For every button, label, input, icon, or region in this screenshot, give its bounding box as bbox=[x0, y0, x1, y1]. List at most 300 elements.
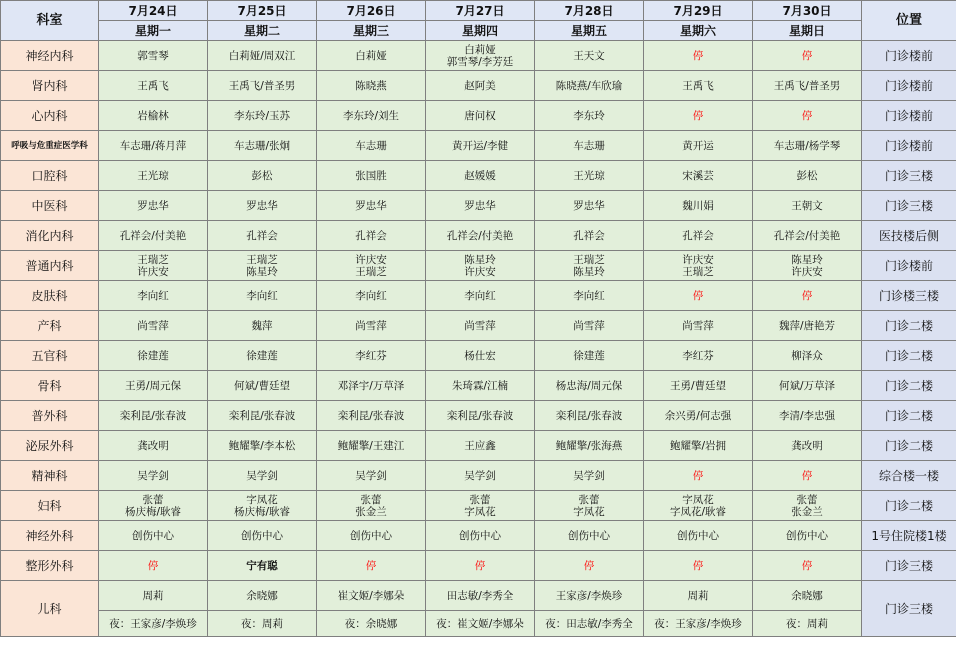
doctor-name: 彭松 bbox=[796, 169, 818, 182]
table-row bbox=[1, 581, 956, 611]
dept-name: 儿科 bbox=[1, 581, 99, 637]
location-cell: 医技楼后侧 bbox=[862, 221, 956, 251]
doctor-name: 王光琼 bbox=[137, 169, 169, 182]
schedule-cell bbox=[317, 401, 426, 431]
doctor-name: 李东玲 bbox=[573, 109, 605, 122]
schedule-cell bbox=[535, 281, 644, 311]
schedule-cell bbox=[317, 491, 426, 521]
date-header: 7月29日 bbox=[644, 1, 753, 21]
schedule-cell bbox=[644, 371, 753, 401]
location-cell: 门诊楼前 bbox=[862, 101, 956, 131]
doctor-name: 王禹飞/普圣男 bbox=[773, 79, 841, 92]
doctor-name: 龚改明 bbox=[137, 439, 169, 452]
doctor-name: 吴学剑 bbox=[246, 469, 278, 482]
dept-name: 泌尿外科 bbox=[1, 431, 99, 461]
table-row bbox=[1, 521, 956, 551]
dept-name: 妇科 bbox=[1, 491, 99, 521]
table-row bbox=[1, 161, 956, 191]
location-cell: 门诊三楼 bbox=[862, 581, 956, 637]
dept-name: 五官科 bbox=[1, 341, 99, 371]
schedule-cell bbox=[753, 311, 862, 341]
stop-mark: 停 bbox=[147, 559, 159, 572]
schedule-cell bbox=[99, 41, 208, 71]
schedule-cell bbox=[753, 401, 862, 431]
schedule-cell bbox=[644, 161, 753, 191]
doctor-name: 李向红 bbox=[137, 289, 169, 302]
schedule-cell bbox=[317, 521, 426, 551]
doctor-name: 创伤中心 bbox=[241, 529, 283, 542]
schedule-cell bbox=[317, 71, 426, 101]
doctor-name: 杨仕宏 bbox=[464, 349, 496, 362]
schedule-cell bbox=[208, 161, 317, 191]
doctor-name: 陈星玲 bbox=[246, 265, 278, 278]
schedule-cell bbox=[753, 551, 862, 581]
stop-mark: 停 bbox=[692, 469, 704, 482]
weekday-header: 星期一 bbox=[99, 21, 208, 41]
schedule-cell bbox=[753, 491, 862, 521]
schedule-cell bbox=[535, 551, 644, 581]
schedule-cell bbox=[644, 251, 753, 281]
schedule-cell bbox=[208, 371, 317, 401]
doctor-name: 黄开运/李健 bbox=[451, 139, 509, 152]
table-row bbox=[1, 221, 956, 251]
doctor-name: 王瑞芝 bbox=[137, 253, 169, 266]
schedule-cell bbox=[644, 41, 753, 71]
schedule-cell bbox=[208, 551, 317, 581]
schedule-cell bbox=[753, 461, 862, 491]
schedule-cell bbox=[99, 461, 208, 491]
table-row bbox=[1, 371, 956, 401]
doctor-name: 王瑞芝 bbox=[355, 265, 387, 278]
schedule-cell: 田志敏/李秀全 bbox=[426, 581, 535, 611]
schedule-cell bbox=[317, 101, 426, 131]
schedule-cell bbox=[644, 521, 753, 551]
schedule-cell bbox=[535, 461, 644, 491]
schedule-cell bbox=[644, 491, 753, 521]
doctor-name: 孔祥会/付美艳 bbox=[119, 229, 187, 242]
table-row bbox=[1, 41, 956, 71]
stop-mark: 停 bbox=[801, 109, 813, 122]
schedule-cell bbox=[753, 281, 862, 311]
doctor-name: 李向红 bbox=[355, 289, 387, 302]
table-row bbox=[1, 101, 956, 131]
date-header: 7月27日 bbox=[426, 1, 535, 21]
doctor-name: 李向红 bbox=[246, 289, 278, 302]
doctor-name: 许庆安 bbox=[464, 265, 496, 278]
schedule-cell bbox=[99, 521, 208, 551]
doctor-name: 陈星玲 bbox=[573, 265, 605, 278]
doctor-name: 郭雪琴/李芳廷 bbox=[446, 55, 514, 68]
doctor-name: 罗忠华 bbox=[355, 199, 387, 212]
schedule-cell bbox=[535, 131, 644, 161]
doctor-name: 魏萍/唐艳芳 bbox=[778, 319, 836, 332]
location-header: 位置 bbox=[862, 1, 956, 41]
doctor-name: 车志珊/蒋月萍 bbox=[119, 139, 187, 152]
schedule-cell bbox=[317, 281, 426, 311]
schedule-cell bbox=[753, 101, 862, 131]
doctor-name: 徐建莲 bbox=[246, 349, 278, 362]
dept-name: 神经外科 bbox=[1, 521, 99, 551]
schedule-cell: 周莉 bbox=[644, 581, 753, 611]
doctor-name: 杨庆梅/耿睿 bbox=[233, 505, 291, 518]
doctor-name: 创伤中心 bbox=[786, 529, 828, 542]
dept-name: 口腔科 bbox=[1, 161, 99, 191]
schedule-cell bbox=[208, 41, 317, 71]
night-shift-cell: 夜：崔文姬/李娜朵 bbox=[426, 611, 535, 637]
table-row bbox=[1, 251, 956, 281]
table-row bbox=[1, 491, 956, 521]
doctor-name: 陈星玲 bbox=[464, 253, 496, 266]
schedule-cell bbox=[426, 461, 535, 491]
doctor-name: 龚改明 bbox=[791, 439, 823, 452]
schedule-cell bbox=[426, 191, 535, 221]
schedule-cell bbox=[208, 401, 317, 431]
dept-name: 普外科 bbox=[1, 401, 99, 431]
doctor-name: 杨庆梅/耿睿 bbox=[124, 505, 182, 518]
schedule-cell bbox=[426, 551, 535, 581]
doctor-name: 王瑞芝 bbox=[246, 253, 278, 266]
stop-mark: 停 bbox=[692, 49, 704, 62]
doctor-name: 王禹飞 bbox=[682, 79, 714, 92]
schedule-cell bbox=[426, 521, 535, 551]
doctor-name: 王光琼 bbox=[573, 169, 605, 182]
schedule-cell bbox=[426, 251, 535, 281]
doctor-name: 罗忠华 bbox=[464, 199, 496, 212]
schedule-cell bbox=[535, 401, 644, 431]
location-cell: 门诊楼前 bbox=[862, 41, 956, 71]
table-row bbox=[1, 341, 956, 371]
schedule-cell bbox=[317, 221, 426, 251]
doctor-name: 创伤中心 bbox=[459, 529, 501, 542]
doctor-name: 柳泽众 bbox=[791, 349, 823, 362]
schedule-cell bbox=[99, 371, 208, 401]
doctor-name: 许庆安 bbox=[791, 265, 823, 278]
weekday-header: 星期二 bbox=[208, 21, 317, 41]
doctor-name: 鲍耀擎/张海燕 bbox=[555, 439, 623, 452]
doctor-name: 创伤中心 bbox=[132, 529, 174, 542]
doctor-name: 车志珊 bbox=[355, 139, 387, 152]
night-shift-cell: 夜：余晓娜 bbox=[317, 611, 426, 637]
weekday-header: 星期三 bbox=[317, 21, 426, 41]
stop-mark: 停 bbox=[801, 289, 813, 302]
schedule-cell bbox=[535, 251, 644, 281]
doctor-name: 宁有聪 bbox=[246, 559, 278, 572]
schedule-cell: 余晓娜 bbox=[753, 581, 862, 611]
doctor-name: 白莉娅 bbox=[355, 49, 387, 62]
schedule-cell bbox=[753, 431, 862, 461]
doctor-name: 白莉娅/周双江 bbox=[228, 49, 296, 62]
schedule-cell bbox=[99, 431, 208, 461]
schedule-cell bbox=[644, 461, 753, 491]
schedule-cell bbox=[426, 431, 535, 461]
dept-name: 中医科 bbox=[1, 191, 99, 221]
night-shift-cell: 夜：田志敏/李秀全 bbox=[535, 611, 644, 637]
schedule-cell bbox=[317, 251, 426, 281]
dept-name: 皮肤科 bbox=[1, 281, 99, 311]
doctor-name: 陈晓燕/车欣瑜 bbox=[555, 79, 623, 92]
doctor-name: 王禹飞/普圣男 bbox=[228, 79, 296, 92]
location-cell: 门诊楼前 bbox=[862, 251, 956, 281]
schedule-cell bbox=[317, 161, 426, 191]
schedule-cell bbox=[426, 341, 535, 371]
doctor-name: 车志珊/杨学琴 bbox=[773, 139, 841, 152]
doctor-name: 李红芬 bbox=[682, 349, 714, 362]
doctor-name: 徐建莲 bbox=[137, 349, 169, 362]
schedule-cell bbox=[99, 221, 208, 251]
schedule-cell bbox=[99, 281, 208, 311]
doctor-name: 许庆安 bbox=[682, 253, 714, 266]
doctor-name: 王勇/周元保 bbox=[124, 379, 182, 392]
doctor-name: 王天文 bbox=[573, 49, 605, 62]
schedule-cell bbox=[208, 191, 317, 221]
schedule-cell bbox=[426, 491, 535, 521]
doctor-name: 杨忠海/周元保 bbox=[555, 379, 623, 392]
location-cell: 门诊三楼 bbox=[862, 191, 956, 221]
doctor-name: 张金兰 bbox=[355, 505, 387, 518]
schedule-cell bbox=[317, 41, 426, 71]
doctor-name: 王朝文 bbox=[791, 199, 823, 212]
schedule-cell bbox=[99, 161, 208, 191]
table-row bbox=[1, 71, 956, 101]
dept-name: 肾内科 bbox=[1, 71, 99, 101]
schedule-cell bbox=[99, 341, 208, 371]
doctor-name: 黄开运 bbox=[682, 139, 714, 152]
dept-name: 产科 bbox=[1, 311, 99, 341]
schedule-cell bbox=[208, 71, 317, 101]
table-row bbox=[1, 431, 956, 461]
location-cell: 门诊三楼 bbox=[862, 161, 956, 191]
schedule-cell bbox=[753, 371, 862, 401]
night-shift-cell: 夜：王家彦/李焕珍 bbox=[644, 611, 753, 637]
doctor-name: 李向红 bbox=[464, 289, 496, 302]
schedule-cell bbox=[753, 191, 862, 221]
schedule-cell: 余晓娜 bbox=[208, 581, 317, 611]
date-header: 7月24日 bbox=[99, 1, 208, 21]
doctor-name: 朱琦霖/江楠 bbox=[451, 379, 509, 392]
schedule-cell bbox=[99, 401, 208, 431]
schedule-cell bbox=[208, 221, 317, 251]
schedule-cell bbox=[535, 41, 644, 71]
doctor-name: 鲍耀擎/王建江 bbox=[337, 439, 405, 452]
doctor-name: 彭松 bbox=[251, 169, 273, 182]
doctor-name: 鲍耀擎/岩拥 bbox=[669, 439, 727, 452]
stop-mark: 停 bbox=[692, 289, 704, 302]
doctor-name: 郭雪琴 bbox=[137, 49, 169, 62]
schedule-cell bbox=[426, 401, 535, 431]
dept-name: 神经内科 bbox=[1, 41, 99, 71]
doctor-name: 孔祥会 bbox=[682, 229, 714, 242]
doctor-name: 字凤花 bbox=[682, 493, 714, 506]
schedule-cell bbox=[426, 281, 535, 311]
dept-name: 普通内科 bbox=[1, 251, 99, 281]
schedule-cell bbox=[644, 131, 753, 161]
stop-mark: 停 bbox=[692, 559, 704, 572]
doctor-name: 栾利昆/张春波 bbox=[119, 409, 187, 422]
schedule-cell bbox=[535, 161, 644, 191]
doctor-name: 王瑞芝 bbox=[573, 253, 605, 266]
doctor-name: 吴学剑 bbox=[573, 469, 605, 482]
doctor-name: 李红芬 bbox=[355, 349, 387, 362]
table-row bbox=[1, 191, 956, 221]
location-cell: 门诊二楼 bbox=[862, 431, 956, 461]
schedule-cell bbox=[535, 311, 644, 341]
schedule-cell bbox=[99, 491, 208, 521]
location-cell: 门诊二楼 bbox=[862, 371, 956, 401]
table-row bbox=[1, 401, 956, 431]
doctor-name: 字凤花/耿睿 bbox=[669, 505, 727, 518]
schedule-cell bbox=[99, 101, 208, 131]
weekday-header: 星期日 bbox=[753, 21, 862, 41]
doctor-name: 尚雪萍 bbox=[464, 319, 496, 332]
date-header: 7月26日 bbox=[317, 1, 426, 21]
schedule-cell bbox=[753, 71, 862, 101]
doctor-name: 栾利昆/张春波 bbox=[228, 409, 296, 422]
schedule-cell bbox=[208, 101, 317, 131]
schedule-cell bbox=[99, 551, 208, 581]
schedule-cell bbox=[535, 221, 644, 251]
doctor-name: 陈星玲 bbox=[791, 253, 823, 266]
schedule-cell bbox=[753, 251, 862, 281]
doctor-name: 张金兰 bbox=[791, 505, 823, 518]
date-header: 7月30日 bbox=[753, 1, 862, 21]
doctor-name: 王瑞芝 bbox=[682, 265, 714, 278]
stop-mark: 停 bbox=[365, 559, 377, 572]
schedule-cell bbox=[99, 311, 208, 341]
doctor-name: 何斌/曹廷望 bbox=[233, 379, 291, 392]
schedule-cell bbox=[426, 221, 535, 251]
schedule-cell bbox=[317, 431, 426, 461]
doctor-name: 字凤花 bbox=[573, 505, 605, 518]
weekday-header: 星期四 bbox=[426, 21, 535, 41]
schedule-cell bbox=[208, 461, 317, 491]
schedule-cell bbox=[208, 341, 317, 371]
doctor-name: 创伤中心 bbox=[568, 529, 610, 542]
schedule-cell bbox=[208, 311, 317, 341]
schedule-cell bbox=[753, 131, 862, 161]
doctor-name: 栾利昆/张春波 bbox=[337, 409, 405, 422]
doctor-name: 李向红 bbox=[573, 289, 605, 302]
location-cell: 综合楼一楼 bbox=[862, 461, 956, 491]
doctor-name: 岩榆林 bbox=[137, 109, 169, 122]
night-shift-cell: 夜：王家彦/李焕珍 bbox=[99, 611, 208, 637]
location-cell: 门诊二楼 bbox=[862, 401, 956, 431]
dept-name: 骨科 bbox=[1, 371, 99, 401]
doctor-name: 吴学剑 bbox=[137, 469, 169, 482]
stop-mark: 停 bbox=[583, 559, 595, 572]
doctor-name: 车志珊 bbox=[573, 139, 605, 152]
table-row bbox=[1, 611, 956, 637]
dept-name: 心内科 bbox=[1, 101, 99, 131]
dept-name: 消化内科 bbox=[1, 221, 99, 251]
location-cell: 门诊楼三楼 bbox=[862, 281, 956, 311]
doctor-name: 吴学剑 bbox=[464, 469, 496, 482]
schedule-cell bbox=[317, 341, 426, 371]
stop-mark: 停 bbox=[801, 49, 813, 62]
doctor-name: 张蕾 bbox=[469, 493, 491, 506]
schedule-cell bbox=[426, 131, 535, 161]
doctor-name: 唐问权 bbox=[464, 109, 496, 122]
doctor-name: 白莉娅 bbox=[464, 43, 496, 56]
weekday-header: 星期五 bbox=[535, 21, 644, 41]
doctor-name: 李东玲/刘生 bbox=[342, 109, 400, 122]
schedule-cell bbox=[208, 521, 317, 551]
doctor-name: 孔祥会/付美艳 bbox=[773, 229, 841, 242]
stop-mark: 停 bbox=[474, 559, 486, 572]
doctor-name: 张国胜 bbox=[355, 169, 387, 182]
schedule-cell bbox=[99, 131, 208, 161]
doctor-name: 魏川娟 bbox=[682, 199, 714, 212]
doctor-name: 字凤花 bbox=[246, 493, 278, 506]
schedule-cell: 王家彦/李焕珍 bbox=[535, 581, 644, 611]
schedule-cell bbox=[753, 161, 862, 191]
schedule-cell bbox=[535, 371, 644, 401]
location-cell: 门诊二楼 bbox=[862, 341, 956, 371]
schedule-cell bbox=[317, 311, 426, 341]
stop-mark: 停 bbox=[801, 469, 813, 482]
doctor-name: 孔祥会 bbox=[573, 229, 605, 242]
doctor-name: 尚雪萍 bbox=[573, 319, 605, 332]
location-cell: 门诊楼前 bbox=[862, 71, 956, 101]
doctor-name: 张蕾 bbox=[142, 493, 164, 506]
doctor-name: 赵阿美 bbox=[464, 79, 496, 92]
schedule-cell bbox=[426, 311, 535, 341]
schedule-cell bbox=[208, 431, 317, 461]
doctor-name: 罗忠华 bbox=[573, 199, 605, 212]
doctor-name: 孔祥会 bbox=[246, 229, 278, 242]
doctor-name: 张蕾 bbox=[360, 493, 382, 506]
doctor-name: 宋溪芸 bbox=[682, 169, 714, 182]
location-cell: 门诊二楼 bbox=[862, 491, 956, 521]
schedule-cell bbox=[753, 41, 862, 71]
doctor-name: 王禹飞 bbox=[137, 79, 169, 92]
table-row bbox=[1, 131, 956, 161]
dept-header: 科室 bbox=[1, 1, 99, 41]
schedule-cell bbox=[426, 71, 535, 101]
location-cell: 门诊楼前 bbox=[862, 131, 956, 161]
doctor-name: 何斌/万草泽 bbox=[778, 379, 836, 392]
date-header: 7月28日 bbox=[535, 1, 644, 21]
schedule-cell bbox=[208, 251, 317, 281]
doctor-name: 罗忠华 bbox=[137, 199, 169, 212]
schedule-cell bbox=[753, 221, 862, 251]
doctor-name: 吴学剑 bbox=[355, 469, 387, 482]
doctor-name: 尚雪萍 bbox=[682, 319, 714, 332]
schedule-cell bbox=[317, 371, 426, 401]
schedule-cell bbox=[426, 101, 535, 131]
schedule-cell bbox=[535, 191, 644, 221]
doctor-name: 张蕾 bbox=[578, 493, 600, 506]
doctor-name: 栾利昆/张春波 bbox=[446, 409, 514, 422]
doctor-name: 陈晓燕 bbox=[355, 79, 387, 92]
schedule-cell bbox=[208, 491, 317, 521]
schedule-cell bbox=[644, 281, 753, 311]
schedule-cell bbox=[535, 71, 644, 101]
doctor-name: 徐建莲 bbox=[573, 349, 605, 362]
doctor-name: 罗忠华 bbox=[246, 199, 278, 212]
schedule-cell bbox=[644, 311, 753, 341]
schedule-cell bbox=[644, 431, 753, 461]
schedule-cell bbox=[644, 551, 753, 581]
schedule-cell bbox=[644, 221, 753, 251]
schedule-cell bbox=[644, 401, 753, 431]
night-shift-cell: 夜：周莉 bbox=[208, 611, 317, 637]
doctor-name: 邓泽宇/万草泽 bbox=[337, 379, 405, 392]
doctor-name: 字凤花 bbox=[464, 505, 496, 518]
schedule-cell bbox=[208, 281, 317, 311]
doctor-name: 张蕾 bbox=[796, 493, 818, 506]
table-row bbox=[1, 551, 956, 581]
doctor-name: 栾利昆/张春波 bbox=[555, 409, 623, 422]
